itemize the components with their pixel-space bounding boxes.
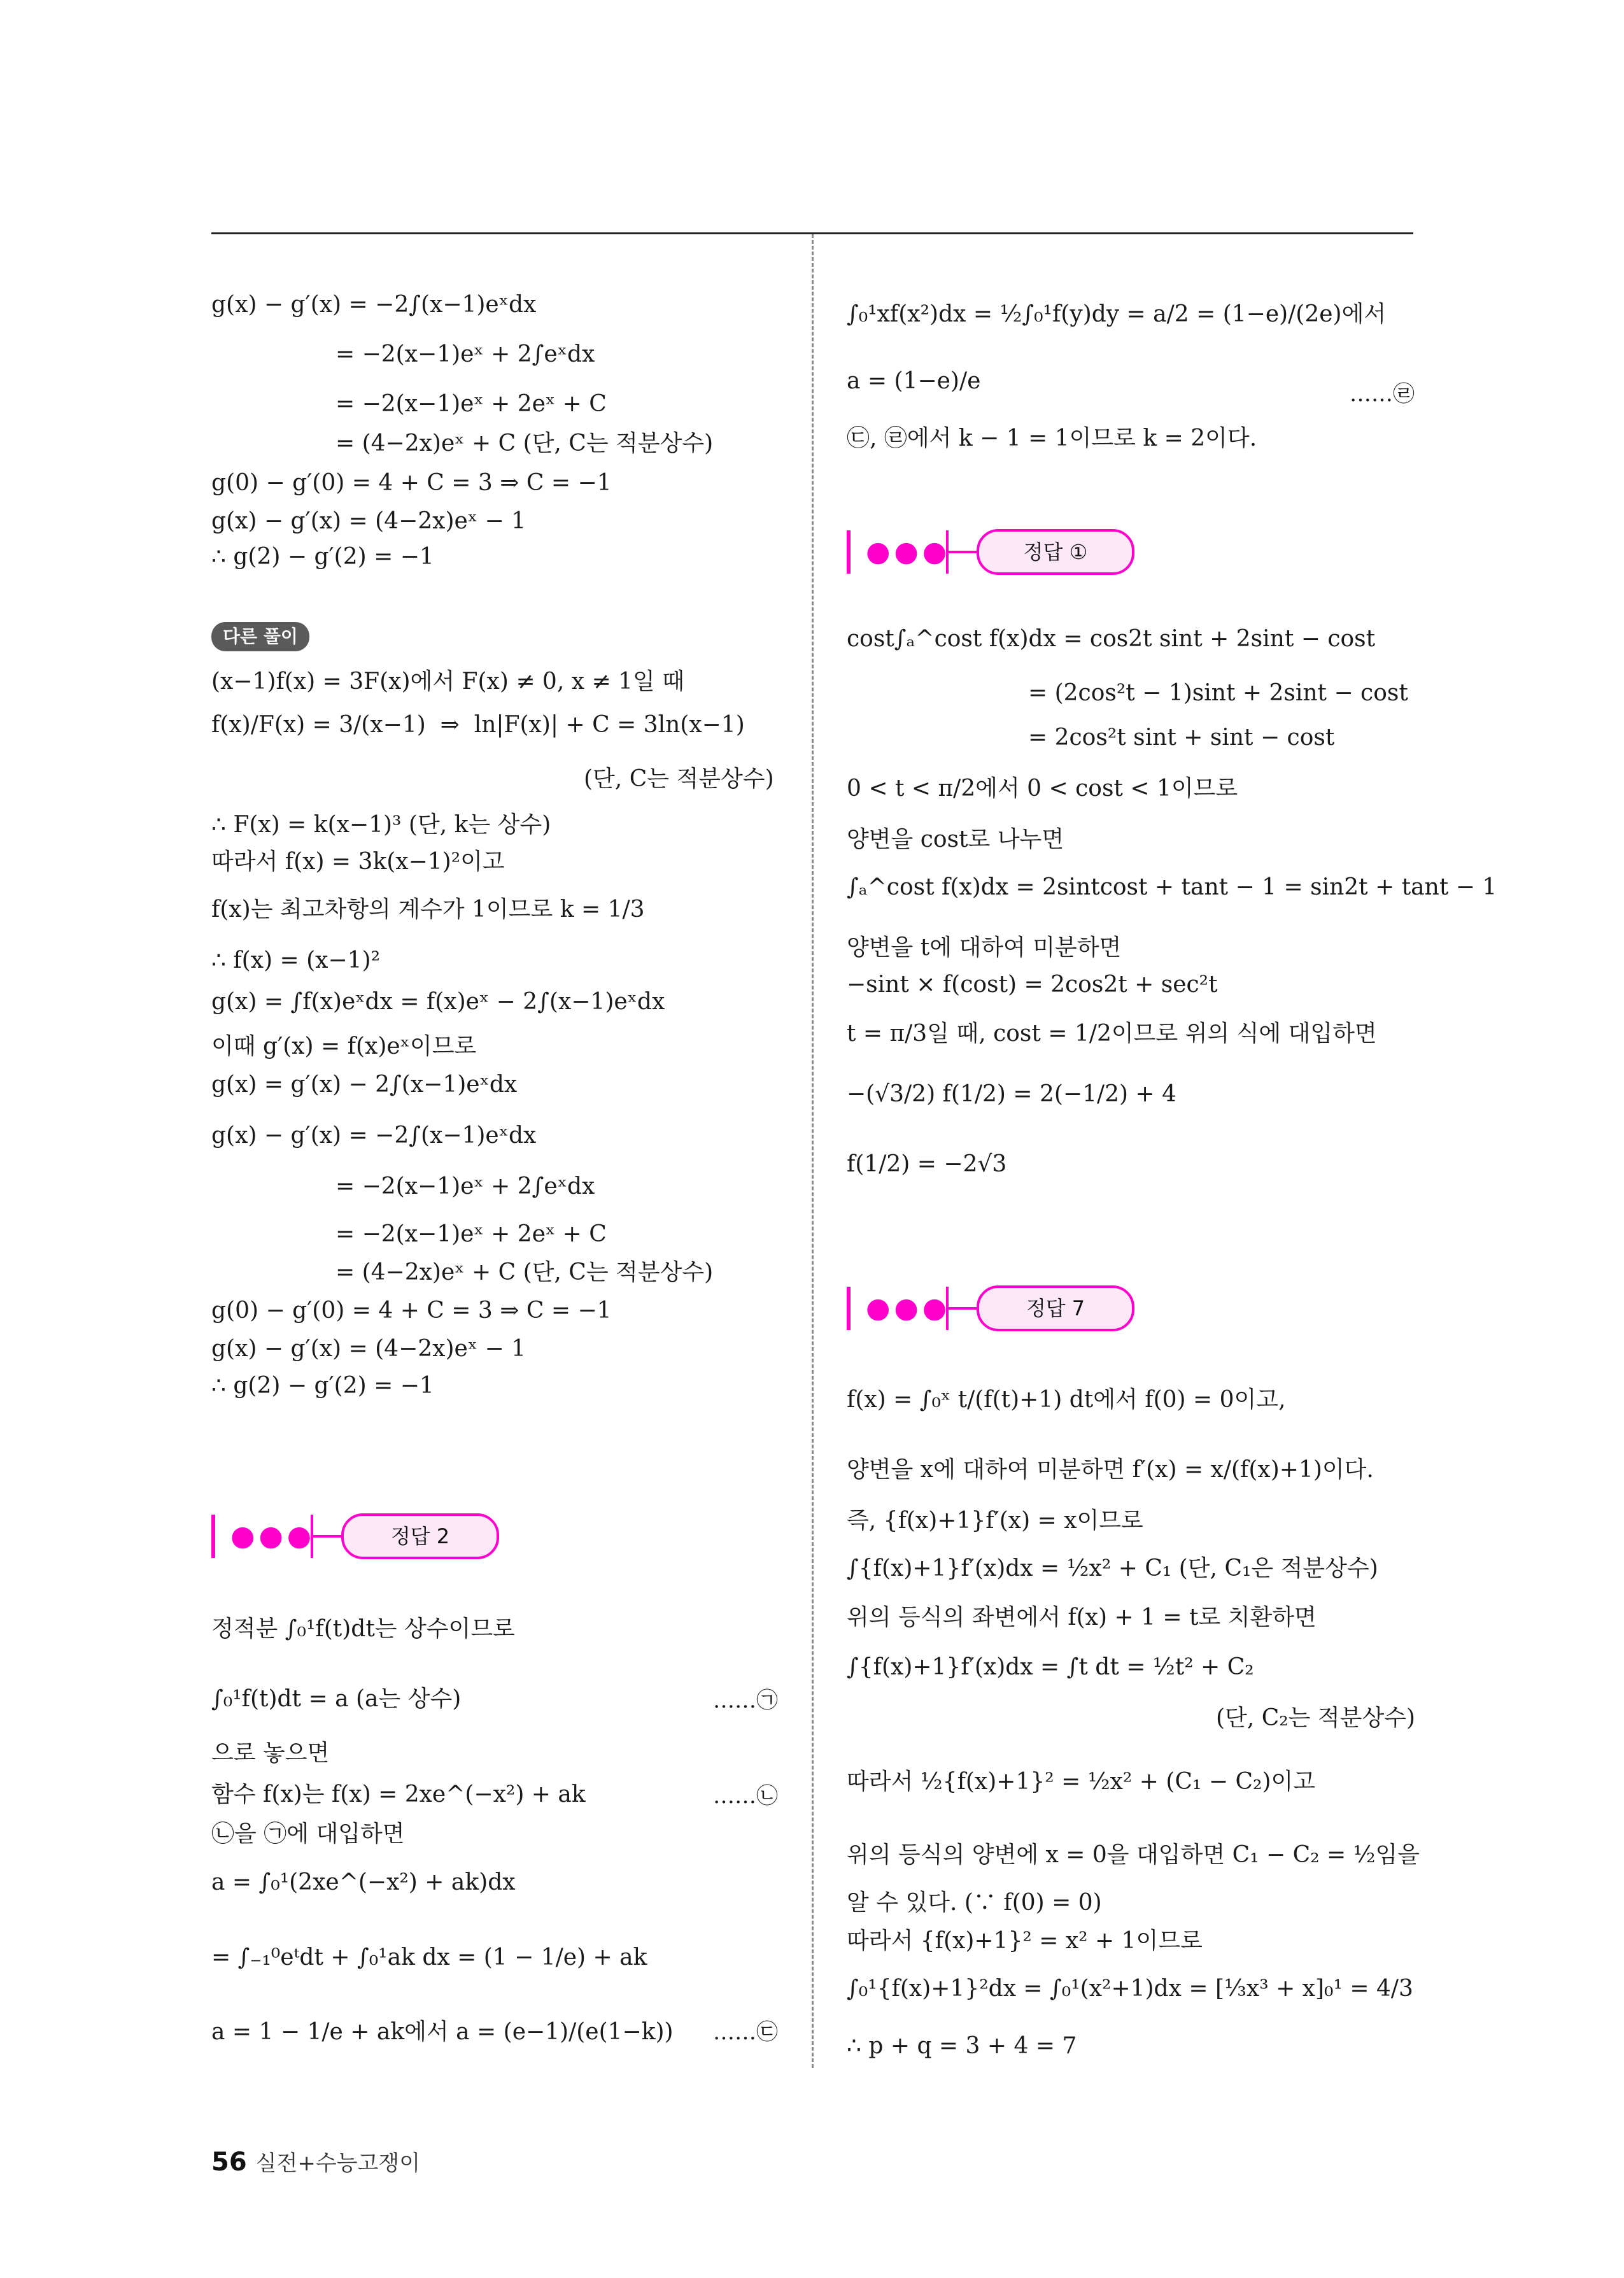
equation-line: g(x) − g′(x) = −2∫(x−1)eˣdx	[211, 1122, 537, 1149]
equation-line: g(x) − g′(x) = −2∫(x−1)eˣdx	[211, 292, 537, 318]
equation-line: = −2(x−1)eˣ + 2∫eˣdx	[335, 1173, 595, 1199]
equation-line: a = 1 − 1/e + ak에서 a = (e−1)/(e(1−k))	[211, 2019, 674, 2045]
answer-header-dots: ●●●	[866, 535, 951, 568]
equation-line: g(x) = g′(x) − 2∫(x−1)eˣdx	[211, 1072, 518, 1098]
equation-line: = −2(x−1)eˣ + 2∫eˣdx	[335, 341, 595, 367]
equation-line: = −2(x−1)eˣ + 2eˣ + C	[335, 391, 607, 417]
equation-line: = (4−2x)eˣ + C (단, C는 적분상수)	[335, 430, 714, 456]
equation-line: g(0) − g′(0) = 4 + C = 3 ⇒ C = −1	[211, 1298, 612, 1324]
book-title: 실전+수능고쟁이	[255, 2151, 421, 2176]
equation-line: f(x)/F(x) = 3/(x−1) ⇒ ln|F(x)| + C = 3ln(x−1)	[211, 712, 745, 738]
answer-header	[211, 1511, 530, 1562]
equation-line: f(1/2) = −2√3	[847, 1151, 1007, 1177]
text-line: 양변을 x에 대하여 미분하면 f′(x) = x/(f(x)+1)이다.	[847, 1457, 1374, 1483]
text-line: 위의 등식의 좌변에서 f(x) + 1 = t로 치환하면	[847, 1604, 1317, 1631]
answer-header-connector	[946, 530, 979, 574]
page-footer	[211, 2146, 420, 2177]
equation-line: 따라서 ½{f(x)+1}² = ½x² + (C₁ − C₂)이고	[847, 1769, 1316, 1795]
equation-line: = 2cos²t sint + sint − cost	[1028, 725, 1335, 751]
equation-line: g(0) − g′(0) = 4 + C = 3 ⇒ C = −1	[211, 470, 612, 496]
text-line: (x−1)f(x) = 3F(x)에서 F(x) ≠ 0, x ≠ 1일 때	[211, 669, 684, 695]
equation-line: = ∫₋₁⁰eᵗdt + ∫₀¹ak dx = (1 − 1/e) + ak	[211, 1944, 647, 1970]
text-line: 정적분 ∫₀¹f(t)dt는 상수이므로	[211, 1616, 515, 1642]
answer-header-dots: ●●●	[866, 1292, 951, 1324]
equation-line: = (4−2x)eˣ + C (단, C는 적분상수)	[335, 1259, 714, 1285]
text-line: ∴ F(x) = k(x−1)³ (단, k는 상수)	[211, 812, 551, 838]
text-line: ㉢, ㉣에서 k − 1 = 1이므로 k = 2이다.	[847, 425, 1257, 451]
equation-line: a = ∫₀¹(2xe^(−x²) + ak)dx	[211, 1869, 516, 1895]
equation-line: ∴ g(2) − g′(2) = −1	[211, 1373, 434, 1399]
equation-line: = −2(x−1)eˣ + 2eˣ + C	[335, 1221, 607, 1247]
text-line: ㉡을 ㉠에 대입하면	[211, 1821, 405, 1847]
text-line: t = π/3일 때, cost = 1/2이므로 위의 식에 대입하면	[847, 1021, 1377, 1047]
text-line: f(x)는 최고차항의 계수가 1이므로 k = 1/3	[211, 896, 645, 923]
equation-line: g(x) = ∫f(x)eˣdx = f(x)eˣ − 2∫(x−1)eˣdx	[211, 989, 665, 1015]
equation-line: f(x) = ∫₀ˣ t/(f(t)+1) dt에서 f(0) = 0이고,	[847, 1387, 1286, 1413]
equation-line: ∫₀¹f(t)dt = a (a는 상수)	[211, 1686, 462, 1712]
text-line: 따라서 f(x) = 3k(x−1)²이고	[211, 849, 505, 875]
alternate-solution-badge: 다른 풀이	[211, 622, 309, 651]
equation-line: ∴ p + q = 3 + 4 = 7	[847, 2033, 1077, 2059]
note-line: (단, C₂는 적분상수)	[1216, 1705, 1416, 1731]
answer-label: 정답 2	[341, 1513, 499, 1559]
answer-header-connector	[311, 1515, 344, 1558]
equation-line: ∫₀¹xf(x²)dx = ½∫₀¹f(y)dy = a/2 = (1−e)/(2e)에서	[847, 301, 1387, 327]
equation-marker: ……㉠	[713, 1688, 778, 1713]
answer-header-connector	[946, 1287, 979, 1330]
equation-line: g(x) − g′(x) = (4−2x)eˣ − 1	[211, 508, 526, 534]
answer-label: 정답 ①	[977, 529, 1134, 575]
text-line: 따라서 {f(x)+1}² = x² + 1이므로	[847, 1928, 1203, 1954]
equation-line: ∫{f(x)+1}f′(x)dx = ½x² + C₁ (단, C₁은 적분상수)	[847, 1555, 1378, 1581]
equation-line: ∫{f(x)+1}f′(x)dx = ∫t dt = ½t² + C₂	[847, 1654, 1254, 1680]
text-line: 이때 g′(x) = f(x)eˣ이므로	[211, 1033, 477, 1059]
equation-line: −sint × f(cost) = 2cos2t + sec²t	[847, 972, 1218, 998]
equation-line: ∴ f(x) = (x−1)²	[211, 947, 381, 973]
equation-marker: ……㉢	[713, 2020, 778, 2045]
text-line: 0 < t < π/2에서 0 < cost < 1이므로	[847, 775, 1238, 802]
text-line: 으로 놓으면	[211, 1740, 330, 1766]
equation-line: ∫₀¹{f(x)+1}²dx = ∫₀¹(x²+1)dx = [⅓x³ + x]₀¹ = 4/3	[847, 1976, 1413, 2002]
equation-line: cost∫ₐ^cost f(x)dx = cos2t sint + 2sint − cost	[847, 626, 1376, 652]
page-number: 56	[211, 2147, 247, 2177]
equation-line: −(√3/2) f(1/2) = 2(−1/2) + 4	[847, 1081, 1177, 1107]
equation-line: = (2cos²t − 1)sint + 2sint − cost	[1028, 680, 1408, 706]
equation-line: a = (1−e)/e	[847, 368, 981, 394]
column-divider	[812, 234, 814, 2068]
answer-header	[847, 527, 1165, 577]
answer-label: 정답 7	[977, 1285, 1134, 1331]
text-line: 위의 등식의 양변에 x = 0을 대입하면 C₁ − C₂ = ½임을	[847, 1842, 1420, 1868]
text-line: 함수 f(x)는 f(x) = 2xe^(−x²) + ak	[211, 1781, 586, 1808]
text-line: 양변을 cost로 나누면	[847, 826, 1064, 852]
equation-marker: ……㉡	[713, 1783, 778, 1809]
answer-header-bar	[211, 1515, 215, 1558]
text-line: 즉, {f(x)+1}f′(x) = x이므로	[847, 1508, 1143, 1534]
answer-header	[847, 1283, 1165, 1334]
note-line: (단, C는 적분상수)	[584, 766, 774, 792]
answer-header-bar	[847, 530, 851, 574]
answer-header-bar	[847, 1287, 851, 1330]
answer-header-dots: ●●●	[230, 1520, 316, 1552]
equation-line: ∫ₐ^cost f(x)dx = 2sintcost + tant − 1 = sin2t + tant − 1	[847, 874, 1497, 900]
text-line: 알 수 있다. (∵ f(0) = 0)	[847, 1890, 1102, 1916]
equation-line: g(x) − g′(x) = (4−2x)eˣ − 1	[211, 1336, 526, 1362]
equation-line: ∴ g(2) − g′(2) = −1	[211, 544, 434, 570]
text-line: 양변을 t에 대하여 미분하면	[847, 935, 1122, 961]
equation-marker: ……㉣	[1350, 381, 1415, 407]
